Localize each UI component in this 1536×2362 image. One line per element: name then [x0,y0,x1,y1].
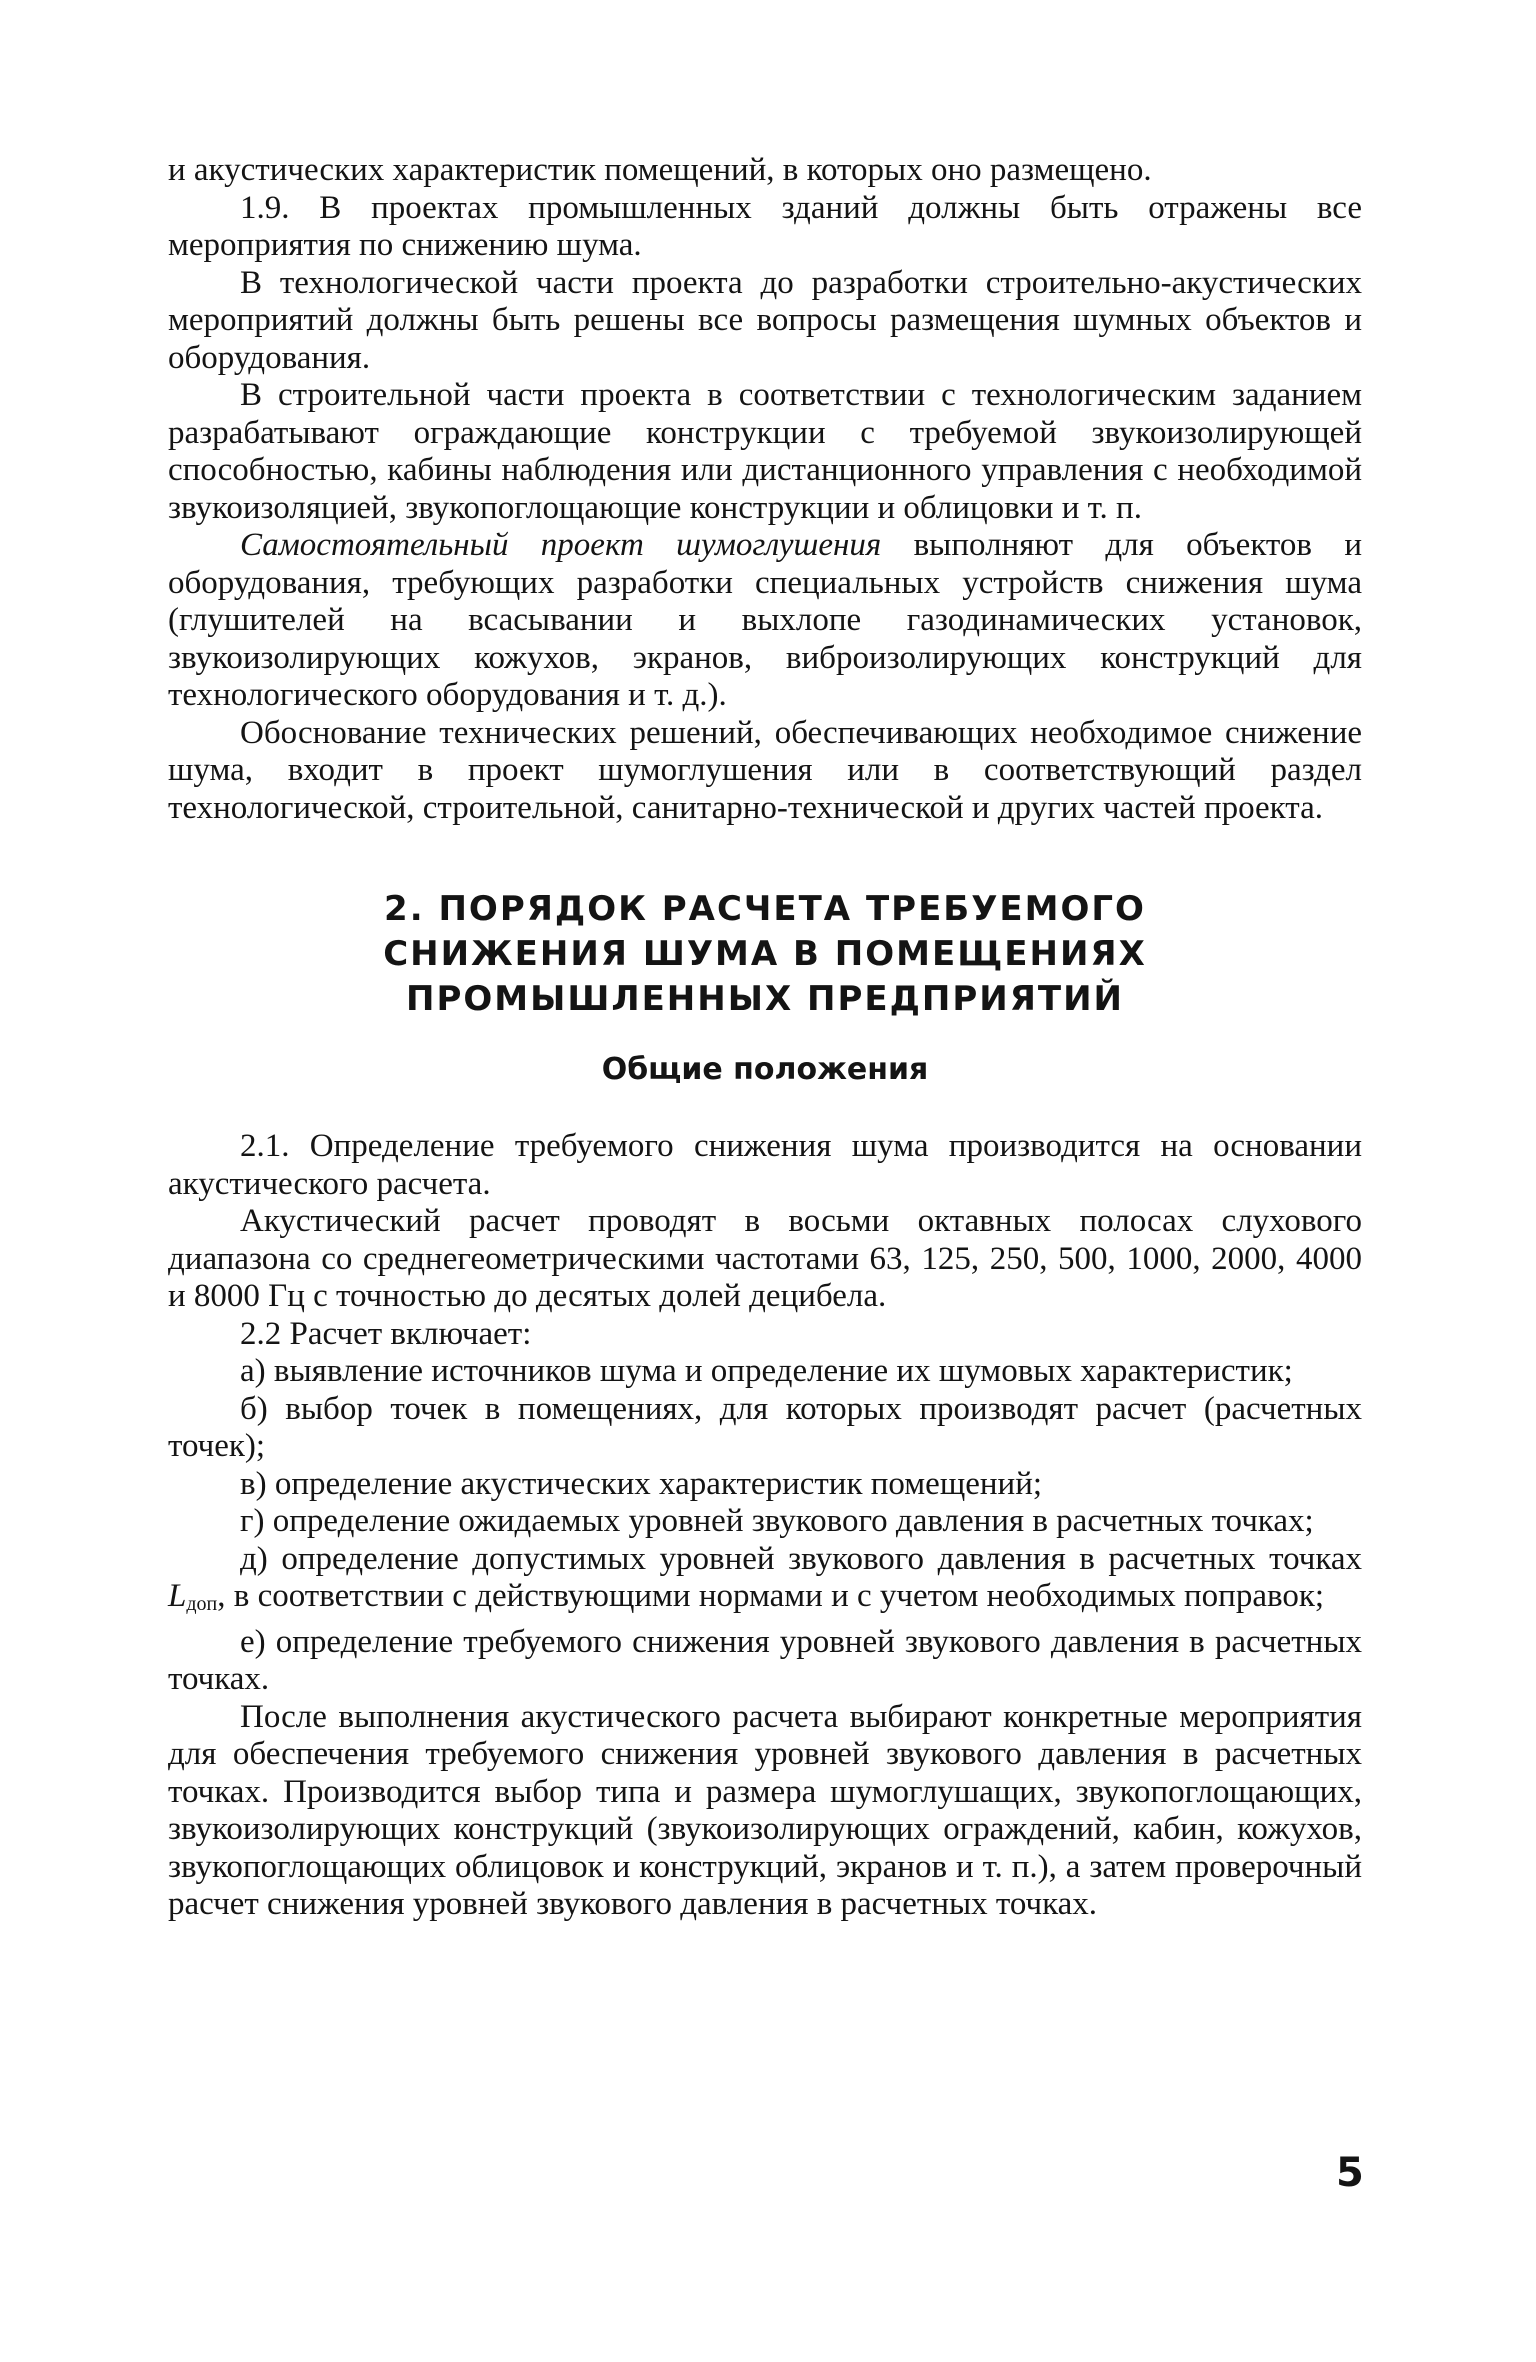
italic-phrase: Самостоятельный проект шумоглушения [240,527,882,563]
symbol-subscript: доп [186,1593,218,1615]
paragraph-2-1: 2.1. Определение требуемого снижения шума производится на основании акустического расчета. [168,1128,1362,1202]
paragraph-1-9: 1.9. В проектах промышленных зданий должны быть отражены все мероприятия по снижению шума. [168,189,1362,263]
italic-paragraph-rest: выполняют для объектов и оборудования, требующих разработки специальных устройств снижения шума (глушителей на всасывании и выхлопе газодинамических установок, звукоизолирующих кожухов, экранов, виброизолирующих конструкций для технологического оборудования и т. д.). [168,527,1362,713]
paragraph-final: После выполнения акустического расчета выбирают конкретные мероприятия для обеспечения требуемого снижения уровней звукового давления в расчетных точках. Производится выбор типа и размера шумоглушащих, звукопоглощающих, звукоизолирующих конструкций (звукоизолирующих ограждений, кабин, кожухов, звукопоглощающих облицовок и конструкций, экранов и т. п.), а затем проверочный расчет снижения уровней звукового давления в расчетных точках. [168,1698,1362,1922]
paragraph-2-2: 2.2 Расчет включает: [240,1315,532,1352]
paragraph-justification: Обоснование технических решений, обеспечивающих необходимое снижение шума, входит в проект шумоглушения или в соответствующий раздел технологической, строительной, санитарно-технической и других частей проекта. [168,714,1362,826]
paragraph-technological-part: В технологической части проекта до разработки строительно-акустических мероприятий должны быть решены все вопросы размещения шумных объектов и оборудования. [168,264,1362,376]
page-content [168,152,1362,1924]
list-item-d-text: д) определение допустимых уровней звукового давления в расчетных точках [240,1540,1362,1577]
page-number: 5 [1336,2150,1364,2196]
section-subtitle: Общие положения [601,1052,929,1087]
paragraph-acoustic-calc: Акустический расчет проводят в восьми октавных полосах слухового диапазона со среднегеометрическими частотами 63, 125, 250, 500, 1000, 2000, 4000 и 8000 Гц с точностью до десятых долей децибела. [168,1203,1362,1314]
paragraph-construction-part: В строительной части проекта в соответствии с технологическим заданием разрабатывают ограждающие конструкции с требуемой звукоизолирующей способностью, кабины наблюдения или дистанционного управления с необходимой звукоизоляцией, звукопоглощающие конструкции и облицовки и т. п. [168,377,1362,526]
list-item-b: б) выбор точек в помещениях, для которых производят расчет (расчетных точек); [168,1390,1362,1464]
section-title [168,887,1362,1022]
list-item-v: в) определение акустических характеристик помещений; [240,1465,1043,1502]
list-item-e: е) определение требуемого снижения уровней звукового давления в расчетных точках. [168,1623,1362,1697]
section-title-line: 2. ПОРЯДОК РАСЧЕТА ТРЕБУЕМОГО [384,889,1146,929]
list-item-d-rest: , в соответствии с действующими нормами и с учетом необходимых поправок; [217,1578,1325,1614]
paragraph-continuation: и акустических характеристик помещений, в которых оно размещено. [168,152,1152,188]
list-item-g: г) определение ожидаемых уровней звукового давления в расчетных точках; [240,1503,1314,1539]
list-item-a: а) выявление источников шума и определение их шумовых характеристик; [240,1353,1293,1389]
section-title-line: СНИЖЕНИЯ ШУМА В ПОМЕЩЕНИЯХ [383,934,1147,974]
list-item-d [168,1541,1362,1624]
symbol-l: L [168,1578,187,1614]
section-title-line: ПРОМЫШЛЕННЫХ ПРЕДПРИЯТИЙ [406,979,1124,1019]
paragraph-noise-project [168,527,1362,715]
